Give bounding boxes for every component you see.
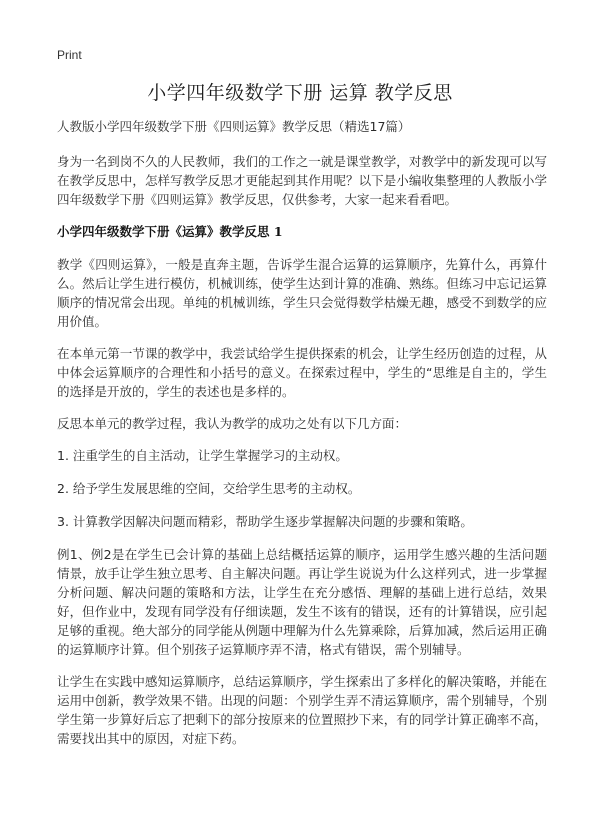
list-item: 2. 给予学生发展思维的空间，交给学生思考的主动权。 bbox=[57, 481, 361, 496]
body-paragraph: 反思本单元的教学过程，我认为教学的成功之处有以下几方面： bbox=[57, 416, 408, 431]
intro-paragraph: 身为一名到岗不久的人民教师，我们的工作之一就是课堂教学，对教学中的新发现可以写在教学反思中，怎样写教学反思才更能起到其作用呢？以下是小编收集整理的人教版小学四年级数学下册《四则运算》教学反思，仅供参考，大家一起来看看吧。 bbox=[57, 154, 547, 207]
body-paragraph: 在本单元第一节课的教学中，我尝试给学生提供探索的机会，让学生经历创造的过程，从中体会运算顺序的合理性和小括号的意义。在探索过程中，学生的“思维是自主的，学生的选择是开放的，学生的表述也是多样的。 bbox=[57, 346, 547, 399]
section-heading: 小学四年级数学下册《运算》教学反思 1 bbox=[57, 224, 283, 239]
document-subtitle: 人教版小学四年级数学下册《四则运算》教学反思（精选17篇） bbox=[57, 119, 411, 134]
document-body bbox=[57, 117, 547, 761]
body-paragraph: 让学生在实践中感知运算顺序，总结运算顺序，学生探索出了多样化的解决策略，并能在运用中创新，教学效果不错。出现的问题：个别学生弄不清运算顺序，需个别辅导，个别学生第一步算好后忘了把剩下的部分按原来的位置照抄下来，有的同学计算正确率不高，需要找出其中的原因，对症下药。 bbox=[57, 674, 547, 746]
body-paragraph: 教学《四则运算》，一般是直奔主题，告诉学生混合运算的运算顺序，先算什么，再算什么。然后让学生进行模仿，机械训练，使学生达到计算的准确、熟练。但练习中忘记运算顺序的情况常会出现。单纯的机械训练，学生只会觉得数学枯燥无趣，感受不到数学的应用价值。 bbox=[57, 257, 547, 329]
print-link[interactable]: Print bbox=[57, 48, 82, 62]
body-paragraph: 例1、例2是在学生已会计算的基础上总结概括运算的顺序，运用学生感兴趣的生活问题情景，放手让学生独立思考、自主解决问题。再让学生说说为什么这样列式，进一步掌握分析问题、解决问题的策略和方法，让学生在充分感悟、理解的基础上进行总结，效果好，但作业中，发现有同学没有仔细读题，发生不该有的错误，还有的计算错误，应引起足够的重视。绝大部分的同学能从例题中理解为什么先算乘除，后算加减，然后运用正确的运算顺序计算。但个别孩子运算顺序弄不清，格式有错误，需个别辅导。 bbox=[57, 547, 547, 657]
list-item: 1. 注重学生的自主活动，让学生掌握学习的主动权。 bbox=[57, 448, 348, 463]
list-item: 3. 计算教学因解决问题而精彩，帮助学生逐步掌握解决问题的步骤和策略。 bbox=[57, 514, 473, 529]
document-title: 小学四年级数学下册 运算 教学反思 bbox=[147, 82, 453, 104]
